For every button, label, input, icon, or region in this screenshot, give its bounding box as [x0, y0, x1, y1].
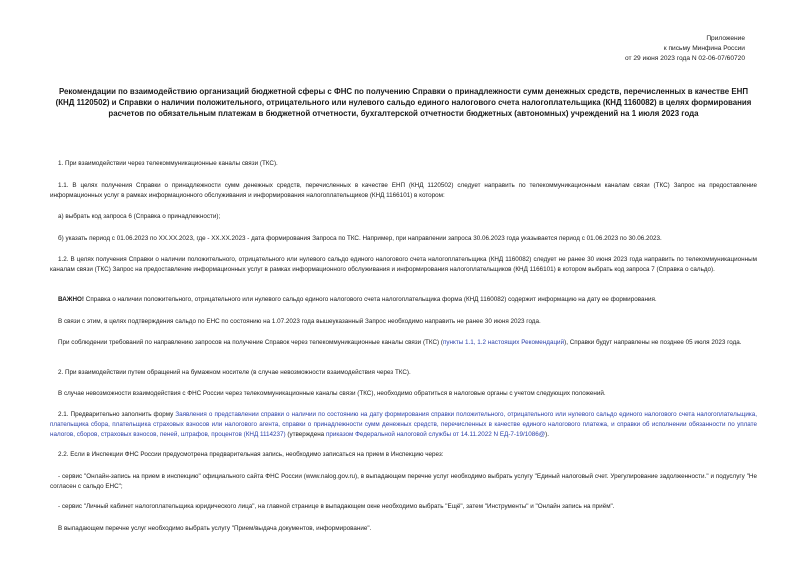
paragraph: - сервис "Личный кабинет налогоплательщика юридического лица", на главной странице в выпадающем окне необходимо выбрать "Ещё", затем "Инструменты" и "Онлайн запись на приём". — [58, 503, 615, 510]
paragraph — [50, 181, 757, 201]
paragraph-text: 1.1. В целях получения Справки о принадлежности сумм денежных средств, перечисленных в качестве ЕНП (КНД 1120502) следует направить по телекоммуникационным каналам связи (ТКС) Запрос на предоставление информационных услуг в рамках информационного обслуживания и информирования налогоплательщиков (КНД 1166101) в котором: — [50, 182, 757, 199]
paragraph-text: - сервис "Онлайн-запись на прием в инспекцию" официального сайта ФНС России (www.nalog.gov.ru), в выпадающем перечне услуг необходимо выбрать услугу "Единый налоговый счет. Урегулирование задолженности." и подуслугу "Не согласен с сальдо ЕНС"; — [50, 473, 757, 490]
appendix-line: к письму Минфина России — [663, 45, 745, 52]
appendix-line: от 29 июня 2023 года N 02-06-07/60720 — [625, 55, 745, 62]
paragraph: 1. При взаимодействии через телекоммуникационные каналы связи (ТКС). — [58, 160, 278, 167]
paragraph: В связи с этим, в целях подтверждения сальдо по ЕНС по состоянию на 1.07.2023 года вышеуказанный Запрос необходимо направить не ранее 30 июня 2023 года. — [58, 318, 541, 325]
paragraph: 2. При взаимодействии путем обращений на бумажном носителе (в случае невозможности взаимодействия через ТКС). — [58, 369, 411, 376]
paragraph — [50, 410, 757, 439]
paragraph: В случае невозможности взаимодействия с ФНС России через телекоммуникационные каналы связи (ТКС), необходимо обратиться в налоговые органы с учетом следующих положений. — [58, 390, 606, 397]
important-label: ВАЖНО! — [58, 296, 85, 303]
paragraph — [50, 472, 757, 492]
paragraph — [50, 255, 757, 275]
paragraph: а) выбрать код запроса 6 (Справка о принадлежности); — [58, 213, 221, 220]
paragraph: В выпадающем перечне услуг необходимо выбрать услугу "Прием/выдача документов, информирование". — [58, 525, 372, 532]
paragraph-text: (утверждена — [285, 430, 326, 438]
paragraph-text: Справка о наличии положительного, отрицательного или нулевого сальдо единого налогового счета налогоплательщика форма (КНД 1160082) содержит информацию на дату ее формирования. — [84, 296, 657, 303]
recommendations-link[interactable]: пункты 1.1, 1.2 настоящих Рекомендаций — [442, 339, 565, 346]
appendix-header — [625, 34, 745, 64]
document-title: Рекомендации по взаимодействию организаций бюджетной сферы с ФНС по получению Справки о принадлежности сумм денежных средств, перечисленных в качестве ЕНП (КНД 1120502) и Справки о наличии положительного, отрицательного или нулевого сальдо единого налогового счета налогоплательщика (КНД 1160082) в целях формирования расчетов по обязательным платежам в бюджетной отчетности, бухгалтерской отчетности бюджетных (автономных) учреждений на 1 июля 2023 года — [55, 87, 752, 119]
appendix-line: Приложение — [706, 35, 745, 42]
paragraph — [50, 295, 765, 305]
paragraph-text: 2.1. Предварительно заполнить форму — [58, 411, 176, 418]
paragraph — [50, 338, 757, 348]
paragraph-text: 1.2. В целях получения Справки о наличии положительного, отрицательного или нулевого сальдо единого налогового счета налогоплательщика (КНД 1160082) следует не ранее 30 июня 2023 года направить по телекоммуникационным каналам связи (ТКС) Запрос на предоставление информационных услуг в рамках информационного обслуживания и информирования налогоплательщиков (КНД 1166101) в котором выбрать код запроса 7 (Справка о сальдо). — [50, 256, 757, 273]
paragraph: 2.2. Если в Инспекции ФНС России предусмотрена предварительная запись, необходимо записаться на прием в Инспекцию через: — [58, 451, 444, 458]
paragraph-text: ), Справки будут направлены не позднее 05 июля 2023 года. — [564, 339, 742, 346]
paragraph-text: При соблюдении требований по направлению запросов на получение Справок через телекоммуникационные каналы связи (ТКС) ( — [58, 339, 443, 346]
paragraph: б) указать период с 01.06.2023 по XX.XX.2023, где - XX.XX.2023 - дата формирования Запроса по ТКС. Например, при направлении запроса 30.06.2023 года указывается период с 01.06.2023 по 30.06.2023. — [58, 235, 662, 242]
paragraph-text: ). — [545, 430, 550, 438]
application-form-link[interactable]: Заявления о представлении справки о наличии по состоянию на дату формирования справки положительного, отрицательного или нулевого сальдо единого налогового счета налогоплательщика, плательщика сбора, плательщика страховых взносов или налогового агента, справки о принадлежности сумм денежных средств, перечисленных в качестве единого налогового платежа, и справки об исполнении обязанности по уплате налогов, сборов, страховых взносов, пеней, штрафов, процентов (КНД 1114237) — [50, 411, 757, 438]
fns-order-link[interactable]: приказом Федеральной налоговой службы от 14.11.2022 N ЕД-7-19/1086@ — [325, 430, 546, 438]
